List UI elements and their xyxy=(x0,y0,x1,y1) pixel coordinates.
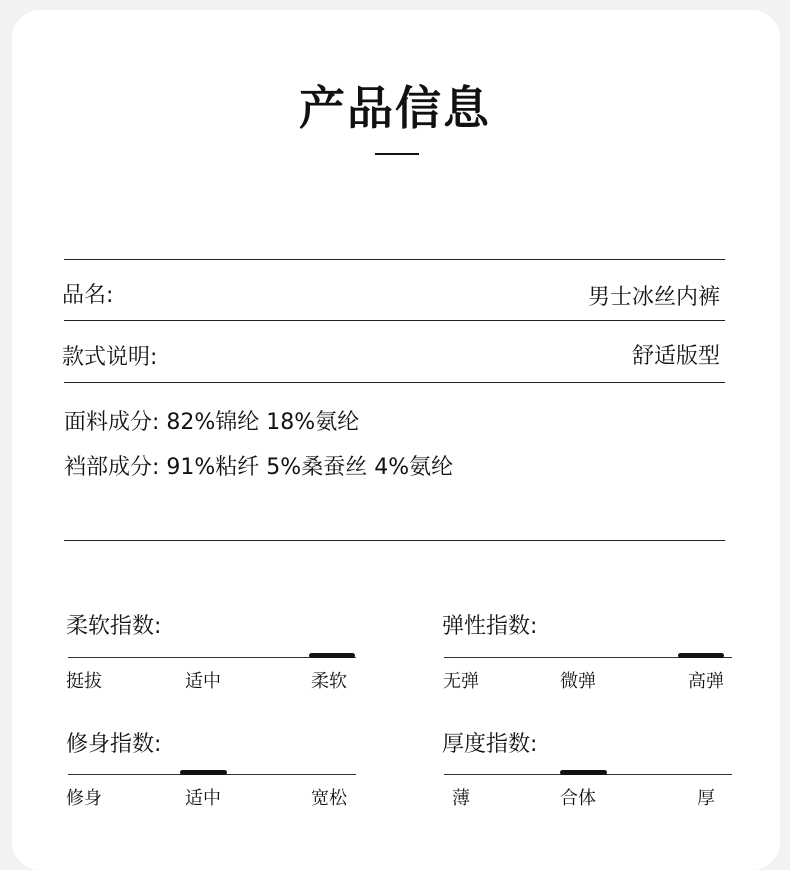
style-label: 款式说明: xyxy=(62,345,158,370)
product-name-label: 品名: xyxy=(62,283,114,308)
divider-2 xyxy=(64,382,725,383)
softness-tick-mid: 适中 xyxy=(185,671,221,692)
fit-tick-mid: 适中 xyxy=(185,788,221,809)
softness-tick-high: 柔软 xyxy=(311,671,347,692)
crotch-composition: 裆部成分: 91%粘纤 5%桑蚕丝 4%氨纶 xyxy=(64,455,454,480)
thickness-scale-marker xyxy=(560,770,607,775)
thickness-tick-mid: 合体 xyxy=(560,788,596,809)
style-value: 舒适版型 xyxy=(631,344,720,369)
thickness-tick-high: 厚 xyxy=(697,788,715,809)
elasticity-tick-high: 高弹 xyxy=(688,671,724,692)
fit-index-title: 修身指数: xyxy=(66,732,162,757)
page-title: 产品信息 xyxy=(299,81,491,135)
softness-tick-low: 挺拔 xyxy=(66,671,102,692)
thickness-index-title: 厚度指数: xyxy=(442,732,538,757)
elasticity-tick-low: 无弹 xyxy=(443,671,479,692)
fit-scale-marker xyxy=(180,770,227,775)
fit-tick-low: 修身 xyxy=(66,788,102,809)
divider-3 xyxy=(64,540,725,541)
title-underline xyxy=(375,153,419,155)
divider-top xyxy=(64,259,725,260)
fit-tick-high: 宽松 xyxy=(311,788,347,809)
softness-scale-marker xyxy=(309,653,355,658)
softness-index-title: 柔软指数: xyxy=(66,614,162,639)
elasticity-tick-mid: 微弹 xyxy=(560,671,596,692)
elasticity-scale-marker xyxy=(678,653,724,658)
elasticity-index-title: 弹性指数: xyxy=(442,614,538,639)
product-name-value: 男士冰丝内裤 xyxy=(587,285,720,310)
thickness-tick-low: 薄 xyxy=(452,788,470,809)
fabric-composition: 面料成分: 82%锦纶 18%氨纶 xyxy=(64,410,360,435)
divider-1 xyxy=(64,320,725,321)
